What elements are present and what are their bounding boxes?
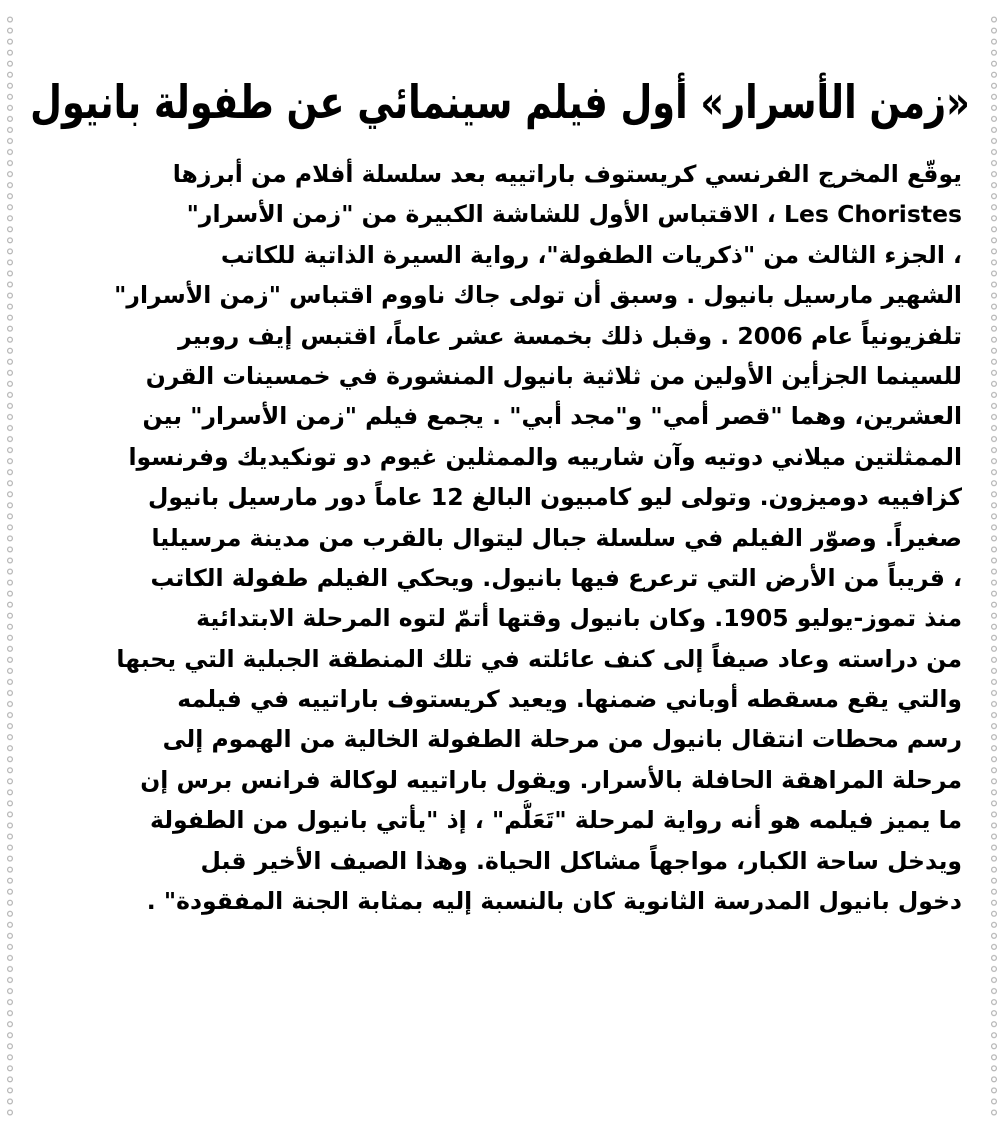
article-line: رسم محطات انتقال بانيول من مرحلة الطفولة الخالية من الهموم إلى: [162, 725, 962, 754]
article-line: يوقّع المخرج الفرنسي كريستوف باراتييه بعد سلسلة أفلام من أبرزها: [172, 160, 962, 188]
article-line: ما يميز فيلمه هو أنه رواية لمرحلة "تَعَلُّم" ، إذ "يأتي بانيول من الطفولة: [149, 806, 962, 835]
article-line: ، قريباً من الأرض التي ترعرع فيها بانيول. ويحكي الفيلم طفولة الكاتب: [150, 563, 962, 592]
right-dotted-border: [990, 14, 998, 1118]
article-line: دخول بانيول المدرسة الثانوية كان بالنسبة إليه بمثابة الجنة المفقودة" .: [146, 887, 962, 916]
article-line: العشرين، وهما "قصر أمي" و"مجد أبي" . يجمع فيلم "زمن الأسرار" بين: [142, 402, 962, 431]
article-line: الشهير مارسيل بانيول . وسبق أن تولى جاك ناووم اقتباس "زمن الأسرار": [114, 281, 962, 310]
article-line: صغيراً. وصوّر الفيلم في سلسلة جبال ليتوال بالقرب من مدينة مرسيليا: [151, 523, 962, 552]
article-line: كزافييه دوميزون. وتولى ليو كامبيون البالغ 12 عاماً دور مارسيل بانيول: [147, 483, 962, 512]
left-dotted-border: [6, 14, 14, 1118]
article-line: منذ تموز-يوليو 1905. وكان بانيول وقتها أتمّ لتوه المرحلة الابتدائية: [196, 604, 962, 633]
article-line: الممثلتين ميلاني دوتيه وآن شارييه والممثلين غيوم دو تونكيديك وفرنسوا: [128, 442, 962, 471]
article-line: Les Choristes ، الاقتباس الأول للشاشة الكبيرة من "زمن الأسرار": [186, 200, 962, 229]
article-line: ويدخل ساحة الكبار، مواجهاً مشاكل الحياة. وهذا الصيف الأخير قبل: [200, 846, 962, 875]
article-body: [34, 154, 962, 921]
article-line: من دراسته وعاد صيفاً إلى كنف عائلته في تلك المنطقة الجبلية التي يحبها: [116, 644, 962, 673]
article-line: ، الجزء الثالث من "ذكريات الطفولة"، رواية السيرة الذاتية للكاتب: [220, 240, 962, 269]
article-line: مرحلة المراهقة الحافلة بالأسرار. ويقول باراتييه لوكالة فرانس برس إن: [140, 765, 962, 794]
article-line: للسينما الجزأين الأولين من ثلاثية بانيول المنشورة في خمسينات القرن: [145, 361, 962, 390]
article-headline: «زمن الأسرار» أول فيلم سينمائي عن طفولة بانيول: [30, 75, 970, 129]
article-line: تلفزيونياً عام 2006 . وقبل ذلك بخمسة عشر عاماً، اقتبس إيف روبير: [178, 321, 962, 350]
left-dotted-border-graphic: [6, 14, 14, 1118]
article-line: والتي يقع مسقطه أوباني ضمنها. ويعيد كريستوف باراتييه في فيلمه: [177, 685, 962, 714]
right-dotted-border-graphic: [990, 14, 998, 1118]
